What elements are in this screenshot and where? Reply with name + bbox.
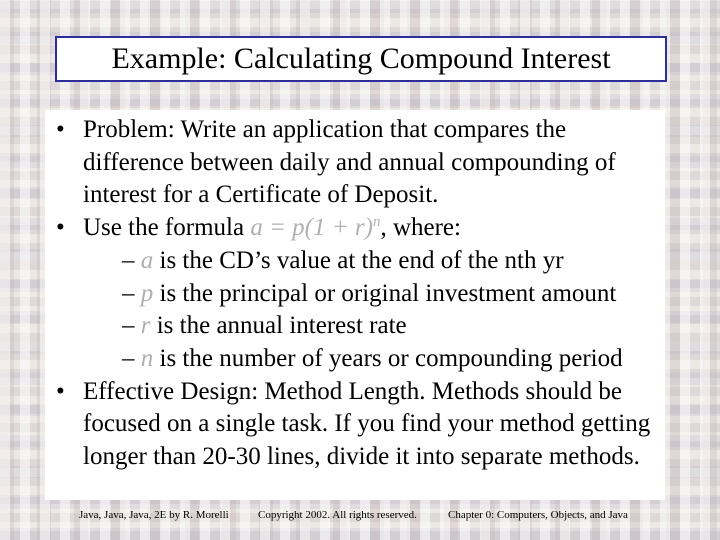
variable-p: p xyxy=(140,279,154,307)
bullet-list xyxy=(45,114,665,474)
bullet-marker: • xyxy=(56,214,65,242)
sub-item-r-text: is the annual interest rate xyxy=(150,312,407,340)
sub-item-n xyxy=(45,343,665,376)
bullet-problem xyxy=(45,114,665,212)
footer-chapter: Chapter 0: Computers, Objects, and Java xyxy=(448,509,628,521)
sub-dash: – xyxy=(122,246,135,274)
sub-item-p xyxy=(45,278,665,311)
sub-dash: – xyxy=(122,312,135,340)
formula-intro: Use the formula xyxy=(83,214,251,242)
bullet-formula xyxy=(45,212,665,245)
formula-where: , where: xyxy=(380,214,461,242)
bullet-problem-text: Problem: Write an application that compares the difference between daily and annual compounding of interest for a Certificate of Deposit. xyxy=(83,116,616,209)
bullet-marker: • xyxy=(56,116,65,143)
bullet-marker: • xyxy=(56,377,65,405)
variable-a: a xyxy=(140,246,154,274)
sub-item-a xyxy=(45,245,665,278)
sub-dash: – xyxy=(122,279,135,307)
formula xyxy=(250,214,380,241)
sub-item-r xyxy=(45,310,665,343)
bullet-effective-design-text: Effective Design: Method Length. Methods should be focused on a single task. If you find your method getting longer than 20-30 lines, divide it into separate methods. xyxy=(83,377,651,471)
variable-r: r xyxy=(140,312,151,340)
footer-copyright: Copyright 2002. All rights reserved. xyxy=(258,509,417,521)
bullet-effective-design xyxy=(45,376,665,474)
sub-item-p-text: is the principal or original investment amount xyxy=(153,279,617,307)
slide-title: Example: Calculating Compound Interest xyxy=(111,42,611,75)
content-box xyxy=(45,110,665,500)
footer-author: Java, Java, Java, 2E by R. Morelli xyxy=(79,509,229,521)
variable-n: n xyxy=(140,344,154,372)
title-box xyxy=(55,36,667,82)
sub-dash: – xyxy=(122,344,135,372)
sub-item-n-text: is the number of years or compounding period xyxy=(153,344,623,372)
formula-body: a = p(1 + r) xyxy=(250,214,373,242)
sub-item-a-text: is the CD’s value at the end of the nth yr xyxy=(153,246,564,274)
formula-exponent: n xyxy=(372,214,381,231)
